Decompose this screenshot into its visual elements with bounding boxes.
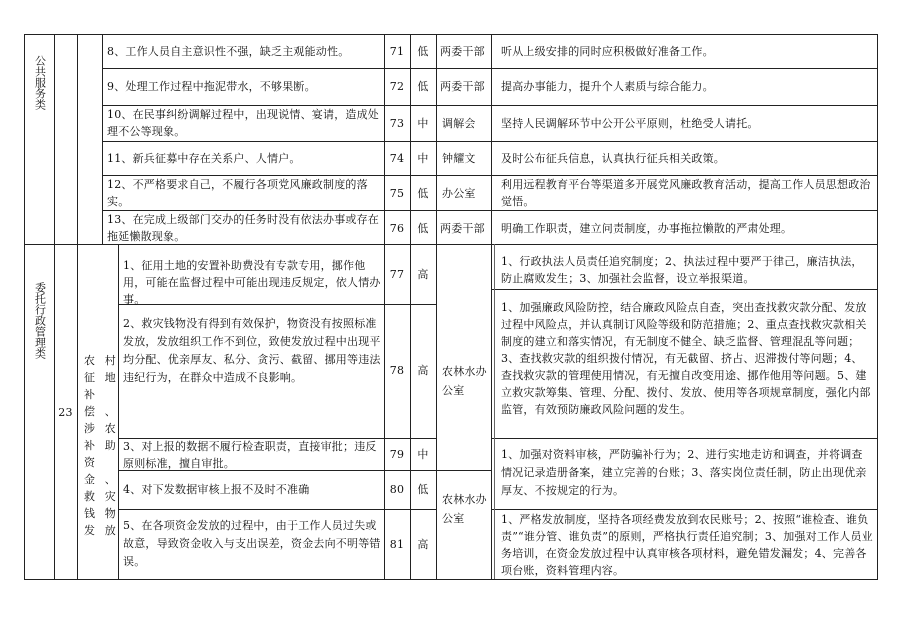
risk-number: 76 (389, 222, 405, 235)
risk-number: 71 (389, 45, 405, 58)
responsible-dept: 农林水办公室 (442, 365, 487, 397)
risk-text: 11、新兵征募中存在关系户、人情户。 (107, 152, 301, 165)
risk-text: 10、在民事纠纷调解过程中，出现说情、宴请，造成处理不公等现象。 (107, 108, 379, 138)
risk-number: 80 (389, 483, 405, 496)
prevention-measure: 提高办事能力，提升个人素质与综合能力。 (501, 80, 714, 93)
risk-number: 81 (389, 538, 405, 551)
prevention-measure: 明确工作职责，建立问责制度，办事拖拉懒散的严肃处理。 (501, 222, 793, 235)
responsible-dept: 两委干部 (440, 80, 485, 93)
risk-level: 低 (417, 187, 429, 200)
risk-text: 2、救灾钱物没有得到有效保护，物资没有按照标准发放，发放组织工作不到位，致使发放过程中出现平均分配、优亲厚友、私分、贪污、截留、挪用等违法违纪行为，在群众中造成不良影响。 (123, 317, 381, 384)
risk-text: 12、不严格要求自己，不履行各项党风廉政制度的落实。 (107, 178, 368, 208)
risk-level: 中 (417, 152, 429, 165)
category-label: 委托行政管理类 (33, 281, 47, 359)
risk-level: 低 (417, 45, 429, 58)
risk-level: 低 (417, 80, 429, 93)
responsible-dept: 两委干部 (440, 45, 485, 58)
risk-level: 高 (417, 268, 429, 281)
prevention-measure: 1、加强廉政风险防控，结合廉政风险点自查，突出查找救灾款分配、发放过程中风险点，并认真制订风险等级和防范措施；2、重点查找救灾款相关制度的建立和落实情况，有无制度不健全、缺乏监督、管理混乱等问题；3、查找救灾款的组织拨付情况，有无截留、挤占、迟滞拨付等问题；4、查找救灾款的管理使用情况，有无擅自改变用途、挪作他用等问题。5、建立救灾款筹集、管理、分配、拨付、发放、使用等各项规章制度，强化内部监管，有效预防廉政风险问题的发生。 (501, 301, 871, 416)
risk-text: 8、工作人员自主意识性不强，缺乏主观能动性。 (107, 45, 350, 58)
prevention-measure: 1、加强对资料审核，严防骗补行为；2、进行实地走访和调查，并将调查情况记录造册备案，建立完善的台账；3、落实岗位责任制，防止出现优亲厚友、不按规定的行为。 (501, 448, 867, 497)
risk-text: 13、在完成上级部门交办的任务时没有依法办事或存在拖延懒散现象。 (107, 213, 379, 243)
prevention-measure: 1、行政执法人员责任追究制度；2、执法过程中要严于律己，廉洁执法，防止腐败发生；3、加强社会监督，设立举报渠道。 (501, 255, 863, 285)
risk-text: 9、处理工作过程中拖泥带水，不够果断。 (107, 80, 316, 93)
risk-level: 低 (417, 483, 429, 496)
risk-number: 77 (389, 268, 405, 281)
risk-number: 73 (389, 117, 405, 130)
category-label: 公共服务类 (33, 54, 47, 110)
risk-text: 1、征用土地的安置补助费没有专款专用，挪作他用，可能在监督过程中可能出现违反规定，依人情办事。 (123, 259, 381, 306)
prevention-measure: 坚持人民调解环节中公开公平原则，杜绝受人请托。 (501, 117, 759, 130)
responsible-dept: 农林水办公室 (442, 493, 487, 525)
risk-level: 高 (417, 364, 429, 377)
responsible-dept: 办公室 (442, 187, 476, 200)
risk-number: 75 (389, 187, 405, 200)
prevention-measure: 1、严格发放制度，坚持各项经费发放到农民账号；2、按照“谁检查、谁负责”“谁分管、谁负责”的原则，严格执行责任追究制；3、加强对工作人员业务培训，在资金发放过程中认真审核各项材料，避免错发漏发；4、完善各项台账，资料管理内容。 (501, 513, 873, 577)
category-cell-delegated-admin (25, 250, 54, 390)
risk-level: 中 (417, 448, 429, 461)
risk-level: 高 (417, 538, 429, 551)
responsible-dept: 调解会 (442, 117, 476, 130)
risk-number: 78 (389, 364, 405, 377)
risk-text: 3、对上报的数据不履行检查职责，直接审批；违反原则标准，擅自审批。 (123, 440, 377, 470)
category-cell-public-service (25, 35, 54, 129)
risk-table (24, 34, 878, 580)
prevention-measure: 利用远程教育平台等渠道多开展党风廉政教育活动，提高工作人员思想政治觉悟。 (501, 178, 871, 208)
risk-level: 中 (417, 117, 429, 130)
responsible-dept: 钟耀文 (442, 152, 476, 165)
prevention-measure: 听从上级安排的同时应积极做好准备工作。 (501, 45, 714, 58)
risk-text: 5、在各项资金发放的过程中，由于工作人员过失或故意，导致资金收入与支出误差，资金去向不明等错误。 (123, 519, 381, 568)
item-index: 23 (58, 406, 73, 419)
risk-number: 74 (389, 152, 405, 165)
responsible-dept: 两委干部 (440, 222, 485, 235)
prevention-measure: 及时公布征兵信息，认真执行征兵相关政策。 (501, 152, 725, 165)
risk-number: 72 (389, 80, 405, 93)
risk-level: 低 (417, 222, 429, 235)
item-description: 农村征地补偿、涉农补助资金、救灾钱物发放 (84, 354, 116, 537)
risk-number: 79 (389, 448, 405, 461)
risk-text: 4、对下发数据审核上报不及时不准确 (123, 483, 310, 496)
